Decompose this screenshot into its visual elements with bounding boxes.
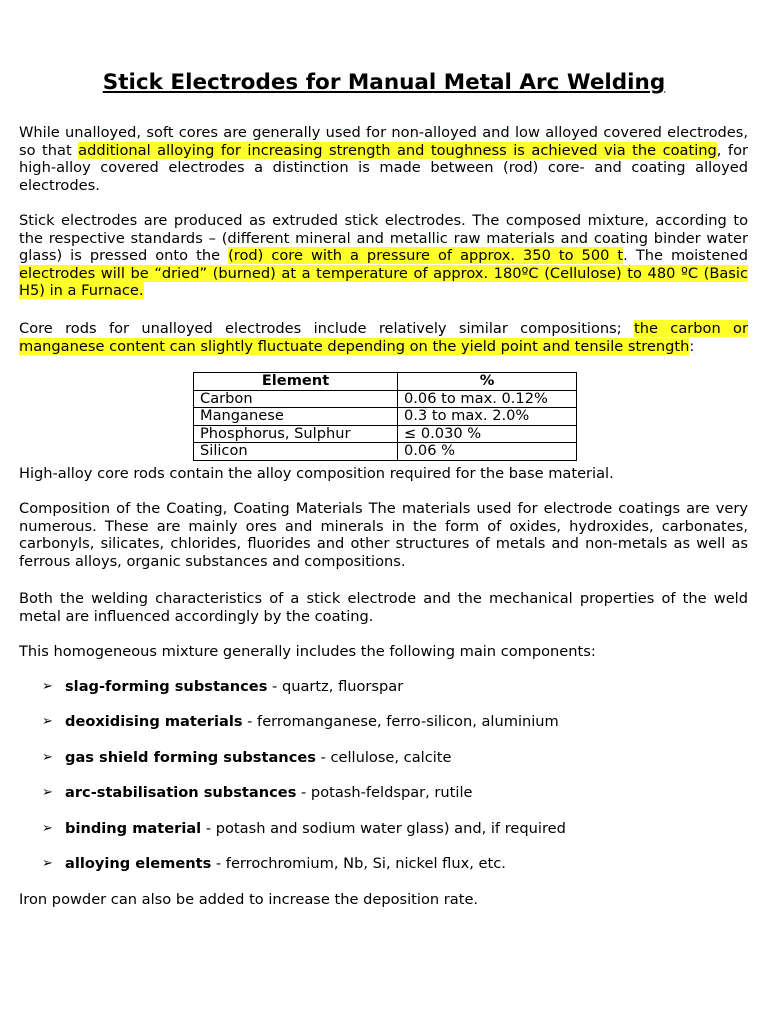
- component-term: deoxidising materials: [65, 713, 243, 731]
- arrow-bullet-icon: ➢: [42, 820, 53, 836]
- highlighted-text: the carbon or manganese content can slightly fluctuate depending on the yield point and tensile strength: [19, 320, 748, 355]
- text: :: [689, 337, 695, 355]
- text: While unalloyed, soft cores are generally used for non-alloyed and low alloyed covered electrodes, so that: [19, 124, 748, 159]
- component-term: gas shield forming substances: [65, 748, 316, 766]
- component-term: binding material: [65, 819, 202, 837]
- list-item: [42, 678, 566, 713]
- paragraph-intro: [19, 124, 748, 194]
- table-cell: Carbon: [194, 390, 398, 408]
- table-cell: Manganese: [194, 408, 398, 426]
- table-cell: 0.06 %: [398, 443, 577, 461]
- arrow-bullet-icon: ➢: [42, 785, 53, 801]
- paragraph-iron-powder: Iron powder can also be added to increase the deposition rate.: [19, 891, 479, 908]
- list-item: [42, 713, 566, 748]
- table-cell: Phosphorus, Sulphur: [194, 425, 398, 443]
- list-item: [42, 820, 566, 855]
- table-row: [194, 425, 577, 443]
- table-header: %: [398, 373, 577, 391]
- table-header: Element: [194, 373, 398, 391]
- table-row: [194, 390, 577, 408]
- components-list: [42, 678, 566, 890]
- arrow-bullet-icon: ➢: [42, 714, 53, 730]
- table-cell: Silicon: [194, 443, 398, 461]
- component-description: - potash and sodium water glass) and, if required: [201, 819, 566, 837]
- list-item: [42, 784, 566, 819]
- table-cell: 0.06 to max. 0.12%: [398, 390, 577, 408]
- paragraph-high-alloy: High-alloy core rods contain the alloy composition required for the base material.: [19, 465, 614, 482]
- component-description: - quartz, fluorspar: [267, 678, 404, 695]
- paragraph-production: [19, 212, 748, 300]
- paragraph-core-rods: [19, 320, 748, 355]
- composition-table: [193, 372, 577, 461]
- table-row: [194, 408, 577, 426]
- highlighted-text: additional alloying for increasing strength and toughness is achieved via the coating: [78, 141, 717, 159]
- text: . The moistened: [623, 247, 748, 265]
- component-description: - ferromanganese, ferro-silicon, aluminium: [242, 713, 559, 731]
- text: Stick electrodes are produced as extruded stick electrodes. The composed mixture, according to the respective standards – (different mineral and metallic raw materials and coating binder water glass) is pressed onto the: [19, 212, 748, 265]
- paragraph-components-intro: This homogeneous mixture generally includes the following main components:: [19, 643, 596, 660]
- table-cell: ≤ 0.030 %: [398, 425, 577, 443]
- list-item: [42, 855, 566, 890]
- component-term: alloying elements: [65, 854, 212, 872]
- paragraph-welding-characteristics: Both the welding characteristics of a stick electrode and the mechanical properties of the weld metal are influenced accordingly by the coating.: [19, 590, 748, 625]
- arrow-bullet-icon: ➢: [42, 749, 53, 765]
- paragraph-coating-composition: Composition of the Coating, Coating Materials The materials used for electrode coatings are very numerous. These are mainly ores and minerals in the form of oxides, hydroxides, carbonates, carbonyls, silicates, chlorides, fluorides and other structures of metals and non-metals as well as ferrous alloys, organic substances and compositions.: [19, 500, 748, 570]
- list-item: [42, 749, 566, 784]
- text: Core rods for unalloyed electrodes include relatively similar compositions;: [19, 320, 635, 337]
- arrow-bullet-icon: ➢: [42, 679, 53, 694]
- component-term: slag-forming substances: [65, 678, 268, 695]
- component-description: - cellulose, calcite: [315, 748, 452, 766]
- table-header-row: [194, 373, 577, 391]
- page-title: Stick Electrodes for Manual Metal Arc Welding: [102, 70, 666, 95]
- highlighted-text: electrodes will be “dried” (burned) at a temperature of approx. 180ºC (Cellulose) to 480 ºC (Basic H5) in a Furnace.: [19, 264, 748, 300]
- table-cell: 0.3 to max. 2.0%: [398, 408, 577, 426]
- component-term: arc-stabilisation substances: [65, 784, 297, 802]
- text: , for high-alloy covered electrodes a distinction is made between (rod) core- and coating alloyed electrodes.: [19, 141, 748, 194]
- arrow-bullet-icon: ➢: [42, 855, 53, 871]
- component-description: - ferrochromium, Nb, Si, nickel flux, etc.: [211, 854, 506, 872]
- highlighted-text: (rod) core with a pressure of approx. 350 to 500 t: [228, 247, 624, 265]
- table-row: [194, 443, 577, 461]
- component-description: - potash-feldspar, rutile: [296, 784, 473, 802]
